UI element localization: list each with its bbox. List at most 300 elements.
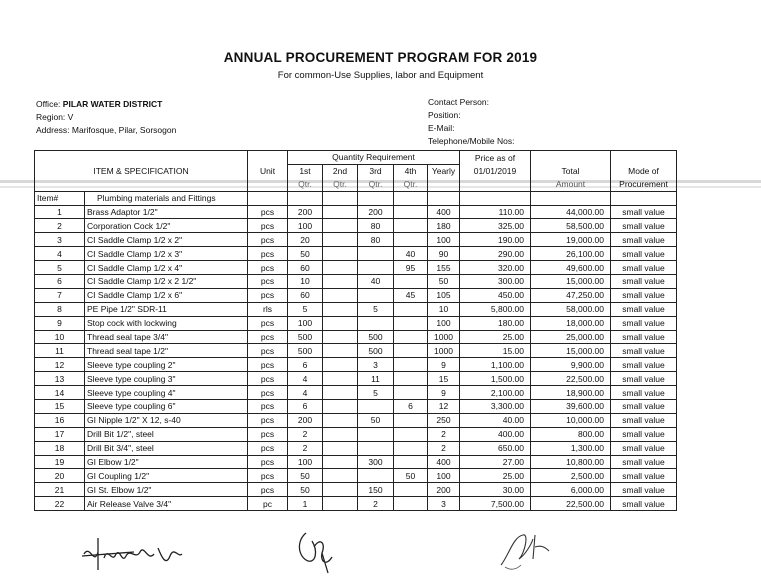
price-cell: 25.00 [460, 330, 531, 344]
unit-cell: pcs [248, 233, 288, 247]
procurement-mode-cell: small value [611, 275, 677, 289]
header-3rd: 3rd [358, 164, 394, 177]
total-amount-cell: 800.00 [531, 427, 611, 441]
qtr3-cell: 500 [358, 344, 394, 358]
unit-cell: pc [248, 497, 288, 511]
header-procurement: Procurement [611, 178, 677, 191]
price-cell: 27.00 [460, 455, 531, 469]
unit-cell: pcs [248, 413, 288, 427]
qtr4-cell [394, 219, 428, 233]
total-amount-cell: 58,500.00 [531, 219, 611, 233]
item-spec-cell: Brass Adaptor 1/2" [85, 205, 248, 219]
item-spec-cell: Sleeve type coupling 4" [85, 386, 248, 400]
table-row [35, 219, 677, 233]
procurement-mode-cell: small value [611, 441, 677, 455]
procurement-mode-cell: small value [611, 413, 677, 427]
header-qtr-3: Qtr. [358, 178, 394, 191]
qtr3-cell [358, 288, 394, 302]
item-number-cell: 16 [35, 413, 85, 427]
item-number-cell: 5 [35, 261, 85, 275]
total-amount-cell: 2,500.00 [531, 469, 611, 483]
table-row [35, 469, 677, 483]
header-mode-top [611, 151, 677, 165]
price-cell: 1,100.00 [460, 358, 531, 372]
price-cell: 40.00 [460, 413, 531, 427]
yearly-cell: 100 [428, 233, 460, 247]
unit-cell: pcs [248, 469, 288, 483]
qtr2-cell [323, 497, 358, 511]
unit-cell: pcs [248, 288, 288, 302]
header-yearly: Yearly [428, 164, 460, 177]
qtr2-cell [323, 288, 358, 302]
item-number-cell: 7 [35, 288, 85, 302]
price-cell: 30.00 [460, 483, 531, 497]
office-line [36, 98, 176, 111]
header-1st: 1st [288, 164, 323, 177]
unit-cell: pcs [248, 330, 288, 344]
qtr3-cell: 3 [358, 358, 394, 372]
item-spec-cell: Drill Bit 1/2", steel [85, 427, 248, 441]
item-spec-cell: CI Saddle Clamp 1/2 x 2 1/2" [85, 275, 248, 289]
qtr4-cell [394, 483, 428, 497]
qtr2-cell [323, 233, 358, 247]
qtr1-cell: 100 [288, 316, 323, 330]
yearly-cell: 400 [428, 205, 460, 219]
header-qty-req: Quantity Requirement [288, 151, 460, 165]
table-row [35, 400, 677, 414]
contact-email: E-Mail: [428, 123, 455, 133]
table-row [35, 497, 677, 511]
table-row [35, 386, 677, 400]
qtr3-cell: 80 [358, 219, 394, 233]
unit-cell: pcs [248, 219, 288, 233]
qtr4-cell: 50 [394, 469, 428, 483]
price-cell: 5,800.00 [460, 302, 531, 316]
unit-cell: pcs [248, 483, 288, 497]
item-spec-cell: CI Saddle Clamp 1/2 x 2" [85, 233, 248, 247]
qtr1-cell: 4 [288, 372, 323, 386]
price-cell: 25.00 [460, 469, 531, 483]
unit-cell: pcs [248, 372, 288, 386]
category-label: Plumbing materials and Fittings [85, 191, 248, 205]
signature-1 [78, 530, 188, 574]
total-amount-cell: 6,000.00 [531, 483, 611, 497]
item-number-cell: 17 [35, 427, 85, 441]
document-title: ANNUAL PROCUREMENT PROGRAM FOR 2019 [223, 50, 538, 65]
qtr1-cell: 100 [288, 455, 323, 469]
item-spec-cell: Sleeve type coupling 2" [85, 358, 248, 372]
item-number-cell: 2 [35, 219, 85, 233]
procurement-mode-cell: small value [611, 261, 677, 275]
price-cell: 2,100.00 [460, 386, 531, 400]
total-amount-cell: 18,900.00 [531, 386, 611, 400]
qtr2-cell [323, 400, 358, 414]
item-spec-cell: Stop cock with lockwing [85, 316, 248, 330]
qtr4-cell: 45 [394, 288, 428, 302]
yearly-cell: 100 [428, 316, 460, 330]
table-row [35, 330, 677, 344]
item-number-cell: 22 [35, 497, 85, 511]
office-value: PILAR WATER DISTRICT [62, 99, 163, 109]
yearly-cell: 12 [428, 400, 460, 414]
item-spec-cell: Sleeve type coupling 3" [85, 372, 248, 386]
unit-cell: pcs [248, 316, 288, 330]
qtr3-cell: 150 [358, 483, 394, 497]
price-cell: 450.00 [460, 288, 531, 302]
header-price-bottom [460, 178, 531, 191]
price-cell: 325.00 [460, 219, 531, 233]
qtr1-cell: 50 [288, 247, 323, 261]
contact-phone: Telephone/Mobile Nos: [428, 136, 515, 146]
contact-position: Position: [428, 110, 461, 120]
price-cell: 3,300.00 [460, 400, 531, 414]
yearly-cell: 90 [428, 247, 460, 261]
price-cell: 1,500.00 [460, 372, 531, 386]
total-amount-cell: 9,900.00 [531, 358, 611, 372]
qtr4-cell [394, 441, 428, 455]
item-number-cell: 18 [35, 441, 85, 455]
signature-3 [495, 525, 555, 573]
item-number-cell: 8 [35, 302, 85, 316]
price-cell: 320.00 [460, 261, 531, 275]
qtr4-cell [394, 233, 428, 247]
qtr1-cell: 200 [288, 413, 323, 427]
qtr2-cell [323, 219, 358, 233]
qtr1-cell: 2 [288, 427, 323, 441]
total-amount-cell: 26,100.00 [531, 247, 611, 261]
total-amount-cell: 22,500.00 [531, 372, 611, 386]
table-row [35, 288, 677, 302]
item-number-cell: 19 [35, 455, 85, 469]
header-unit-top [248, 151, 288, 165]
qtr1-cell: 6 [288, 400, 323, 414]
qtr2-cell [323, 302, 358, 316]
qtr1-cell: 20 [288, 233, 323, 247]
item-number-cell: 11 [35, 344, 85, 358]
total-amount-cell: 22,500.00 [531, 497, 611, 511]
table-row [35, 233, 677, 247]
item-spec-cell: Air Release Valve 3/4" [85, 497, 248, 511]
header-item-spec: ITEM & SPECIFICATION [35, 151, 248, 192]
table-row [35, 261, 677, 275]
procurement-mode-cell: small value [611, 330, 677, 344]
item-spec-cell: CI Saddle Clamp 1/2 x 6" [85, 288, 248, 302]
qtr4-cell [394, 330, 428, 344]
header-amount: Amount [531, 178, 611, 191]
total-amount-cell: 10,000.00 [531, 413, 611, 427]
yearly-cell: 1000 [428, 330, 460, 344]
unit-cell: pcs [248, 427, 288, 441]
yearly-cell: 200 [428, 483, 460, 497]
qtr4-cell [394, 386, 428, 400]
qtr3-cell: 300 [358, 455, 394, 469]
qtr3-cell: 11 [358, 372, 394, 386]
item-number-cell: 20 [35, 469, 85, 483]
qtr3-cell: 40 [358, 275, 394, 289]
price-cell: 15.00 [460, 344, 531, 358]
contact-info [428, 96, 514, 148]
yearly-cell: 105 [428, 288, 460, 302]
price-cell: 7,500.00 [460, 497, 531, 511]
header-qtr-2: Qtr. [323, 178, 358, 191]
price-cell: 650.00 [460, 441, 531, 455]
qtr2-cell [323, 483, 358, 497]
header-mode: Mode of [611, 164, 677, 177]
qtr4-cell [394, 427, 428, 441]
price-cell: 400.00 [460, 427, 531, 441]
header-qtr-4: Qtr. [394, 178, 428, 191]
qtr3-cell [358, 469, 394, 483]
unit-cell: pcs [248, 455, 288, 469]
yearly-cell: 10 [428, 302, 460, 316]
qtr1-cell: 60 [288, 261, 323, 275]
total-amount-cell: 10,800.00 [531, 455, 611, 469]
table-row [35, 247, 677, 261]
qtr1-cell: 1 [288, 497, 323, 511]
yearly-cell: 2 [428, 427, 460, 441]
total-amount-cell: 19,000.00 [531, 233, 611, 247]
qtr3-cell [358, 441, 394, 455]
procurement-mode-cell: small value [611, 483, 677, 497]
item-spec-cell: GI Nipple 1/2" X 12, s-40 [85, 413, 248, 427]
unit-cell: pcs [248, 275, 288, 289]
qtr4-cell: 95 [394, 261, 428, 275]
qtr4-cell: 6 [394, 400, 428, 414]
table-row [35, 441, 677, 455]
item-number-cell: 4 [35, 247, 85, 261]
qtr4-cell [394, 205, 428, 219]
unit-cell: pcs [248, 344, 288, 358]
table-row [35, 358, 677, 372]
qtr2-cell [323, 413, 358, 427]
qtr2-cell [323, 275, 358, 289]
unit-cell: rls [248, 302, 288, 316]
qtr1-cell: 50 [288, 469, 323, 483]
qtr3-cell: 5 [358, 386, 394, 400]
signature-2 [292, 527, 342, 575]
total-amount-cell: 15,000.00 [531, 275, 611, 289]
total-amount-cell: 15,000.00 [531, 344, 611, 358]
qtr4-cell [394, 372, 428, 386]
total-amount-cell: 25,000.00 [531, 330, 611, 344]
procurement-mode-cell: small value [611, 400, 677, 414]
qtr2-cell [323, 316, 358, 330]
table-row [35, 483, 677, 497]
item-number-cell: 12 [35, 358, 85, 372]
office-label: Office: [36, 99, 61, 109]
qtr1-cell: 4 [288, 386, 323, 400]
yearly-cell: 400 [428, 455, 460, 469]
total-amount-cell: 1,300.00 [531, 441, 611, 455]
qtr3-cell: 200 [358, 205, 394, 219]
qtr4-cell [394, 497, 428, 511]
header-2nd: 2nd [323, 164, 358, 177]
price-cell: 110.00 [460, 205, 531, 219]
qtr4-cell [394, 302, 428, 316]
unit-cell: pcs [248, 400, 288, 414]
item-spec-cell: CI Saddle Clamp 1/2 x 3" [85, 247, 248, 261]
qtr2-cell [323, 358, 358, 372]
qtr1-cell: 100 [288, 219, 323, 233]
table-row [35, 455, 677, 469]
qtr3-cell: 50 [358, 413, 394, 427]
unit-cell: pcs [248, 386, 288, 400]
procurement-mode-cell: small value [611, 233, 677, 247]
qtr2-cell [323, 441, 358, 455]
total-amount-cell: 58,000.00 [531, 302, 611, 316]
procurement-mode-cell: small value [611, 247, 677, 261]
office-info [36, 98, 176, 137]
document-subtitle: For common-Use Supplies, labor and Equipment [277, 70, 484, 81]
qtr2-cell [323, 261, 358, 275]
procurement-table [34, 150, 677, 511]
header-total: Total [531, 164, 611, 177]
qtr4-cell [394, 455, 428, 469]
region-line: Region: V [36, 112, 74, 122]
header-4th: 4th [394, 164, 428, 177]
total-amount-cell: 47,250.00 [531, 288, 611, 302]
header-price-date: 01/01/2019 [460, 164, 531, 177]
yearly-cell: 155 [428, 261, 460, 275]
header-price: Price as of [460, 151, 531, 165]
procurement-mode-cell: small value [611, 316, 677, 330]
qtr2-cell [323, 469, 358, 483]
qtr2-cell [323, 330, 358, 344]
yearly-cell: 3 [428, 497, 460, 511]
unit-cell: pcs [248, 261, 288, 275]
procurement-mode-cell: small value [611, 344, 677, 358]
yearly-cell: 9 [428, 386, 460, 400]
table-row [35, 372, 677, 386]
yearly-cell: 15 [428, 372, 460, 386]
item-number-cell: 10 [35, 330, 85, 344]
item-spec-cell: Thread seal tape 1/2" [85, 344, 248, 358]
procurement-mode-cell: small value [611, 386, 677, 400]
qtr3-cell [358, 427, 394, 441]
header-unit: Unit [248, 164, 288, 177]
table-row [35, 275, 677, 289]
item-spec-cell: Corporation Cock 1/2" [85, 219, 248, 233]
qtr2-cell [323, 372, 358, 386]
qtr2-cell [323, 247, 358, 261]
item-spec-cell: Sleeve type coupling 6" [85, 400, 248, 414]
total-amount-cell: 44,000.00 [531, 205, 611, 219]
qtr1-cell: 6 [288, 358, 323, 372]
qtr3-cell: 5 [358, 302, 394, 316]
procurement-mode-cell: small value [611, 469, 677, 483]
qtr3-cell [358, 247, 394, 261]
price-cell: 190.00 [460, 233, 531, 247]
qtr3-cell [358, 400, 394, 414]
qtr3-cell [358, 261, 394, 275]
total-amount-cell: 39,600.00 [531, 400, 611, 414]
qtr3-cell: 2 [358, 497, 394, 511]
qtr4-cell [394, 275, 428, 289]
procurement-mode-cell: small value [611, 219, 677, 233]
qtr4-cell [394, 316, 428, 330]
procurement-mode-cell: small value [611, 497, 677, 511]
unit-cell: pcs [248, 205, 288, 219]
table-row [35, 205, 677, 219]
header-item-no: Item# [35, 191, 85, 205]
qtr1-cell: 10 [288, 275, 323, 289]
item-spec-cell: GI Elbow 1/2" [85, 455, 248, 469]
item-spec-cell: CI Saddle Clamp 1/2 x 4" [85, 261, 248, 275]
header-unit-bottom [248, 178, 288, 191]
contact-person: Contact Person: [428, 97, 489, 107]
yearly-cell: 50 [428, 275, 460, 289]
unit-cell: pcs [248, 358, 288, 372]
item-spec-cell: Thread seal tape 3/4" [85, 330, 248, 344]
yearly-cell: 180 [428, 219, 460, 233]
yearly-cell: 100 [428, 469, 460, 483]
item-spec-cell: PE Pipe 1/2" SDR-11 [85, 302, 248, 316]
qtr4-cell [394, 344, 428, 358]
qtr1-cell: 2 [288, 441, 323, 455]
item-spec-cell: GI St. Elbow 1/2" [85, 483, 248, 497]
item-spec-cell: GI Coupling 1/2" [85, 469, 248, 483]
qtr2-cell [323, 205, 358, 219]
item-number-cell: 3 [35, 233, 85, 247]
qtr1-cell: 5 [288, 302, 323, 316]
qtr2-cell [323, 344, 358, 358]
yearly-cell: 1000 [428, 344, 460, 358]
yearly-cell: 250 [428, 413, 460, 427]
header-qtr-1: Qtr. [288, 178, 323, 191]
address-line: Address: Marifosque, Pilar, Sorsogon [36, 125, 177, 135]
table-row [35, 344, 677, 358]
total-amount-cell: 18,000.00 [531, 316, 611, 330]
qtr3-cell: 500 [358, 330, 394, 344]
qtr3-cell: 80 [358, 233, 394, 247]
procurement-mode-cell: small value [611, 205, 677, 219]
qtr2-cell [323, 427, 358, 441]
header-row-1 [35, 151, 677, 165]
procurement-mode-cell: small value [611, 455, 677, 469]
qtr3-cell [358, 316, 394, 330]
qtr2-cell [323, 386, 358, 400]
total-amount-cell: 49,600.00 [531, 261, 611, 275]
item-spec-cell: Drill Bit 3/4", steel [85, 441, 248, 455]
qtr1-cell: 500 [288, 330, 323, 344]
qtr1-cell: 200 [288, 205, 323, 219]
item-number-cell: 13 [35, 372, 85, 386]
qtr4-cell [394, 358, 428, 372]
item-number-cell: 9 [35, 316, 85, 330]
qtr1-cell: 500 [288, 344, 323, 358]
procurement-mode-cell: small value [611, 372, 677, 386]
qtr4-cell [394, 413, 428, 427]
header-yearly-bottom [428, 178, 460, 191]
procurement-mode-cell: small value [611, 358, 677, 372]
unit-cell: pcs [248, 441, 288, 455]
table-row [35, 413, 677, 427]
procurement-mode-cell: small value [611, 288, 677, 302]
price-cell: 180.00 [460, 316, 531, 330]
table-row [35, 316, 677, 330]
header-total-top [531, 151, 611, 165]
item-number-cell: 14 [35, 386, 85, 400]
yearly-cell: 9 [428, 358, 460, 372]
qtr1-cell: 50 [288, 483, 323, 497]
yearly-cell: 2 [428, 441, 460, 455]
item-number-cell: 6 [35, 275, 85, 289]
procurement-mode-cell: small value [611, 302, 677, 316]
price-cell: 290.00 [460, 247, 531, 261]
price-cell: 300.00 [460, 275, 531, 289]
unit-cell: pcs [248, 247, 288, 261]
qtr2-cell [323, 455, 358, 469]
